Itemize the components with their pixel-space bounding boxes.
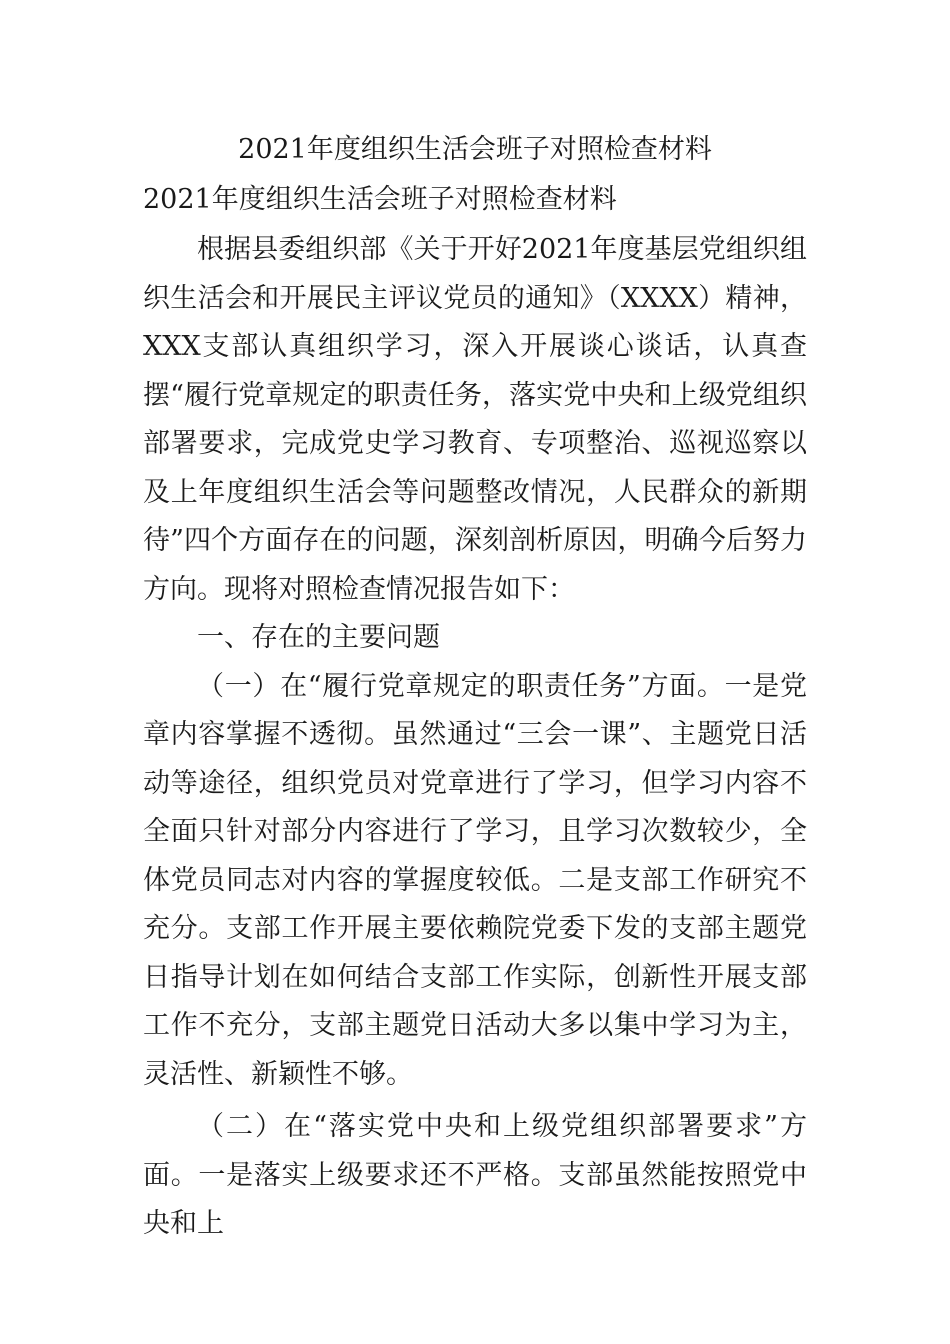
section-paragraph-2: （二）在“落实党中央和上级党组织部署要求”方面。一是落实上级要求还不严格。支部虽然能按照党中央和上 bbox=[143, 1111, 807, 1239]
document-subtitle: 2021年度组织生活会班子对照检查材料 bbox=[143, 184, 617, 215]
document-body bbox=[143, 226, 807, 1249]
section-paragraph-1: （一）在“履行党章规定的职责任务”方面。一是党章内容掌握不透彻。虽然通过“三会一课”、主题党日活动等途径，组织党员对党章进行了学习，但学习内容不全面只针对部分内容进行了学习，且学习次数较少，全体党员同志对内容的掌握度较低。二是支部工作研究不充分。支部工作开展主要依赖院党委下发的支部主题党日指导计划在如何结合支部工作实际，创新性开展支部工作不充分，支部主题党日活动大多以集中学习为主，灵活性、新颖性不够。 bbox=[143, 670, 807, 1090]
section-heading: 一、存在的主要问题 bbox=[197, 622, 440, 653]
document-title: 2021年度组织生活会班子对照检查材料 bbox=[238, 134, 712, 165]
intro-paragraph: 根据县委组织部《关于开好2021年度基层党组织组织生活会和开展民主评议党员的通知》（XXXX）精神，XXX支部认真组织学习，深入开展谈心谈话，认真查摆“履行党章规定的职责任务，落实党中央和上级党组织部署要求，完成党史学习教育、专项整治、巡视巡察以及上年度组织生活会等问题整改情况，人民群众的新期待”四个方面存在的问题，深刻剖析原因，明确今后努力方向。现将对照检查情况报告如下： bbox=[143, 234, 807, 605]
